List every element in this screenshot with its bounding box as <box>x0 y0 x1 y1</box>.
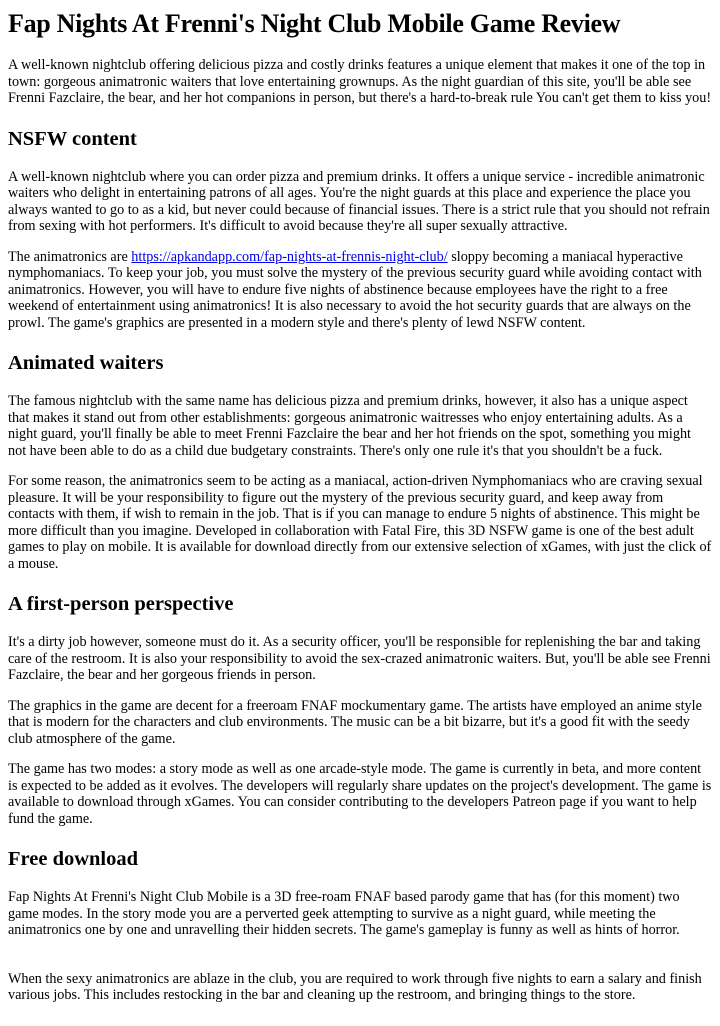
page-title: Fap Nights At Frenni's Night Club Mobile Game Review <box>8 9 621 38</box>
download-paragraph-2: When the sexy animatronics are ablaze in the club, you are required to work through five nights to earn a salary and finish various jobs. This includes restocking in the bar and cleaning up the restroom, and bringing things to the store. <box>8 970 702 1003</box>
section-heading-animated-waiters: Animated waiters <box>8 352 164 374</box>
apkandapp-link[interactable]: https://apkandapp.com/fap-nights-at-frennis-night-club/ <box>131 248 448 265</box>
download-paragraph-1: Fap Nights At Frenni's Night Club Mobile is a 3D free-roam FNAF based parody game that has (for this moment) two game modes. In the story mode you are a perverted geek attempting to survive as a night guard, while meeting the animatronics one by one and unravelling their hidden secrets. The game's gameplay is funny as well as hints of horror. <box>8 889 680 938</box>
first-person-paragraph-2: The graphics in the game are decent for a freeroam FNAF mockumentary game. The artists have employed an anime style that is modern for the characters and club environments. The music can be a bit bizarre, but it's a good fit with the seedy club atmosphere of the game. <box>8 697 702 747</box>
nsfw-paragraph-2 <box>8 249 712 332</box>
section-heading-free-download: Free download <box>8 848 139 870</box>
article <box>0 8 720 1004</box>
section-heading-first-person: A first-person perspective <box>8 593 234 615</box>
waiters-paragraph-2: For some reason, the animatronics seem to be acting as a maniacal, action-driven Nymphomaniacs who are craving sexual pleasure. It will be your responsibility to figure out the mystery of the previous security guard, and keep away from contacts with them, if wish to remain in the job. That is if you can manage to endure 5 nights of abstinence. This might be more difficult than you imagine. Developed in collaboration with Fatal Fire, this 3D NSFW game is one of the best adult games to play on mobile. It is available for download directly from our extensive selection of xGames, with just the click of a mouse. <box>8 473 712 572</box>
waiters-paragraph-1: The famous nightclub with the same name has delicious pizza and premium drinks, however, it also has a unique aspect that makes it stand out from other establishments: gorgeous animatronic waitresses who enjoy entertaining adults. As a night guard, you'll finally be able to meet Frenni Fazclaire the bear and her hot friends on the spot, something you might not have been able to do as a child due budgetary constraints. There's only one rule it's that you shouldn't be a fuck. <box>8 393 691 459</box>
intro-paragraph: A well-known nightclub offering delicious pizza and costly drinks features a unique element that makes it one of the top in town: gorgeous animatronic waiters that love entertaining grownups. As the night guardian of this site, you'll be able see Frenni Fazclaire, the bear, and her hot companions in person, but there's a hard-to-break rule You can't get them to kiss you! <box>8 57 712 106</box>
nsfw-paragraph-2-start: The animatronics are <box>8 248 132 265</box>
nsfw-paragraph-2-end: sloppy becoming a maniacal hyperactive nymphomaniacs. To keep your job, you must solve the mystery of the previous security guard while avoiding contact with animatronics. However, you will have to endure five nights of abstinence because employees have the right to a free weekend of entertainment using animatronics! It is also necessary to avoid the hot security guards that are always on the prowl. The game's graphics are presented in a modern style and there's plenty of lewd NSFW content. <box>8 248 702 331</box>
first-person-paragraph-3: The game has two modes: a story mode as well as one arcade-style mode. The game is currently in beta, and more content is expected to be added as it evolves. The developers will regularly share updates on the project's development. The game is available to download through xGames. You can consider contributing to the developers Patreon page if you want to help fund the game. <box>8 761 712 827</box>
section-heading-nsfw-content: NSFW content <box>8 127 137 150</box>
nsfw-paragraph-1: A well-known nightclub where you can order pizza and premium drinks. It offers a unique service - incredible animatronic waiters who delight in entertaining patrons of all ages. You're the night guards at this place and experience the place you always wanted to go to as a kid, but never could because of financial issues. There is a strict rule that you should not refrain from sexing with hot performers. It's difficult to avoid because they're all super sexually attractive. <box>8 168 710 234</box>
first-person-paragraph-1: It's a dirty job however, someone must do it. As a security officer, you'll be responsible for replenishing the bar and taking care of the restroom. It is also your responsibility to avoid the sex-crazed animatronic waiters. But, you'll be able see Frenni Fazclaire, the bear and her gorgeous friends in person. <box>8 634 711 683</box>
